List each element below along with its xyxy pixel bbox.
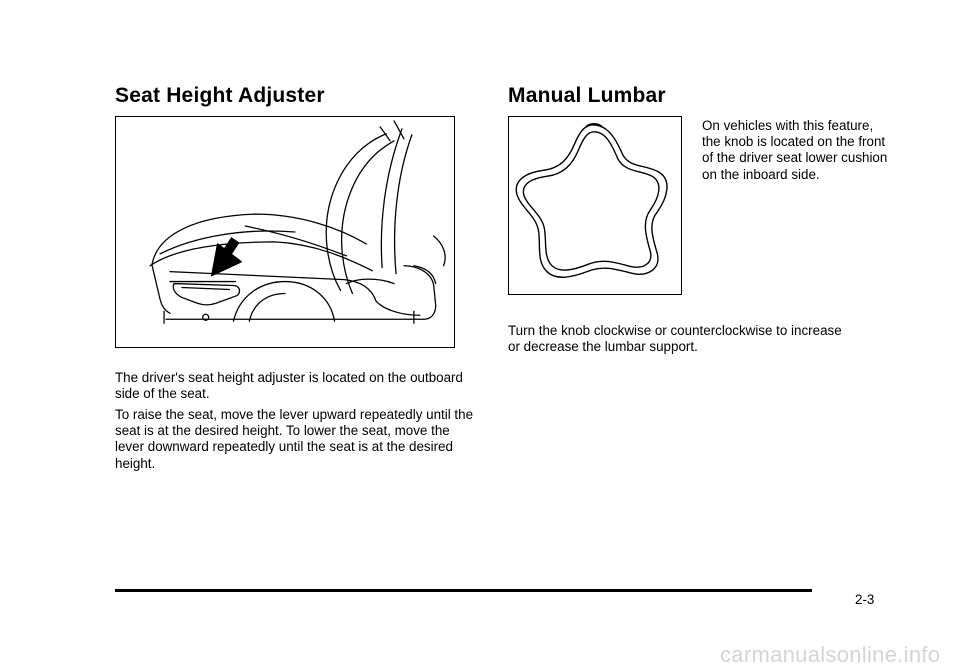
paragraph-adjuster-location: The driver's seat height adjuster is located on the outboard side of the seat.: [115, 370, 463, 402]
page-number: 2-3: [855, 592, 875, 607]
lumbar-knob-illustration: [508, 116, 682, 295]
paragraph-lumbar-instructions: Turn the knob clockwise or counterclockwise to increase or decrease the lumbar support.: [508, 323, 842, 355]
section-heading-manual-lumbar: Manual Lumbar: [508, 84, 666, 107]
seat-height-adjuster-illustration: [115, 116, 455, 348]
watermark-text: carmanualsonline.info: [720, 642, 941, 667]
paragraph-raise-lower-instructions: To raise the seat, move the lever upward repeatedly until the seat is at the desired height. To lower the seat, move the lever downward repeatedly until the seat is at the desired height.: [115, 407, 474, 471]
paragraph-knob-location: On vehicles with this feature, the knob is located on the front of the driver seat lower cushion on the inboard side.: [702, 118, 888, 182]
footer-rule: [115, 589, 812, 592]
section-heading-seat-height-adjuster: Seat Height Adjuster: [115, 84, 325, 107]
